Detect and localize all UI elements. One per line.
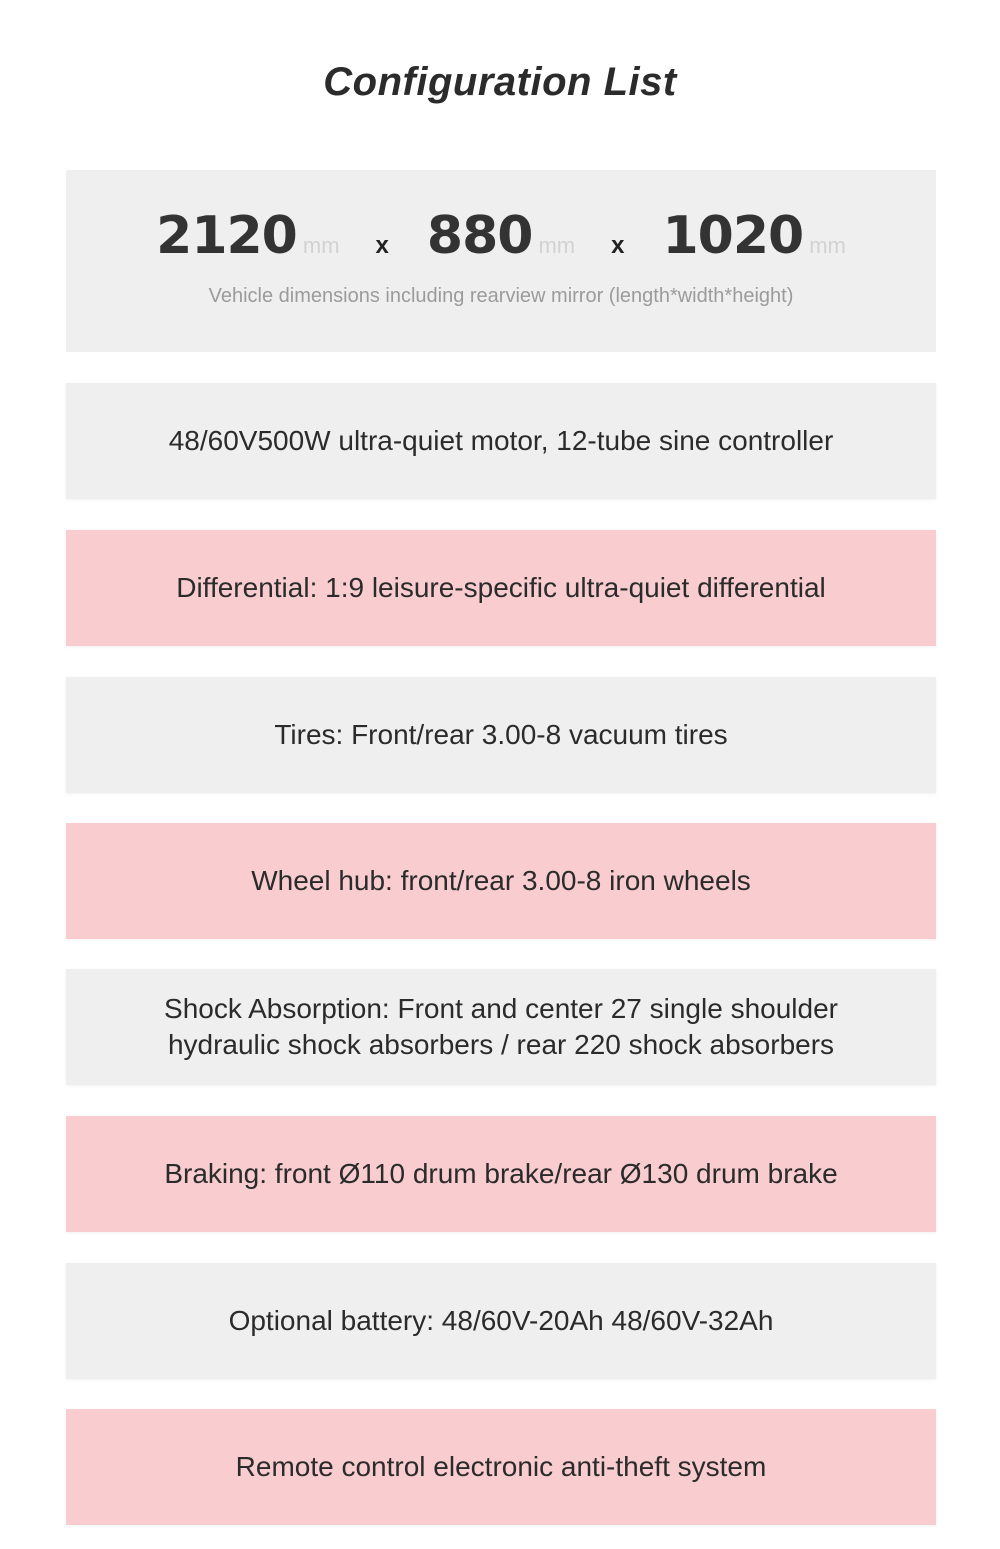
dimensions-caption: Vehicle dimensions including rearview mirror (length*width*height) <box>208 285 794 307</box>
height-value: 1020 <box>662 206 804 266</box>
length-unit: mm <box>302 233 340 258</box>
length-value: 2120 <box>156 206 297 266</box>
spec-card-tires <box>66 677 936 793</box>
height-unit: mm <box>809 233 846 258</box>
spec-card-wheel-hub <box>66 823 936 939</box>
page-title: Configuration List <box>323 60 677 104</box>
spec-card-anti-theft <box>66 1409 936 1525</box>
width-unit: mm <box>538 233 576 258</box>
spec-text: Remote control electronic anti-theft system <box>235 1451 767 1482</box>
dimensions-row <box>66 206 936 266</box>
spec-card-motor <box>66 383 936 499</box>
spec-text: Braking: front Ø110 drum brake/rear Ø130 drum brake <box>164 1158 838 1189</box>
spec-text: 48/60V500W ultra-quiet motor, 12-tube sine controller <box>168 425 834 456</box>
spec-card-shock-absorption <box>66 969 936 1085</box>
spec-card-braking <box>66 1116 936 1232</box>
spec-text-line-1: Shock Absorption: Front and center 27 single shoulder <box>164 993 838 1024</box>
dimensions-card <box>66 170 936 352</box>
times-separator: x <box>375 232 389 259</box>
width-value: 880 <box>426 206 533 266</box>
spec-text: Differential: 1:9 leisure-specific ultra-quiet differential <box>176 572 826 603</box>
spec-text: Tires: Front/rear 3.00-8 vacuum tires <box>274 719 728 750</box>
spec-text-line-2: hydraulic shock absorbers / rear 220 shock absorbers <box>167 1029 835 1060</box>
spec-card-battery <box>66 1263 936 1379</box>
times-separator: x <box>611 232 625 259</box>
spec-text: Wheel hub: front/rear 3.00-8 iron wheels <box>251 865 751 896</box>
spec-text: Optional battery: 48/60V-20Ah 48/60V-32Ah <box>228 1305 774 1336</box>
spec-card-differential <box>66 530 936 646</box>
